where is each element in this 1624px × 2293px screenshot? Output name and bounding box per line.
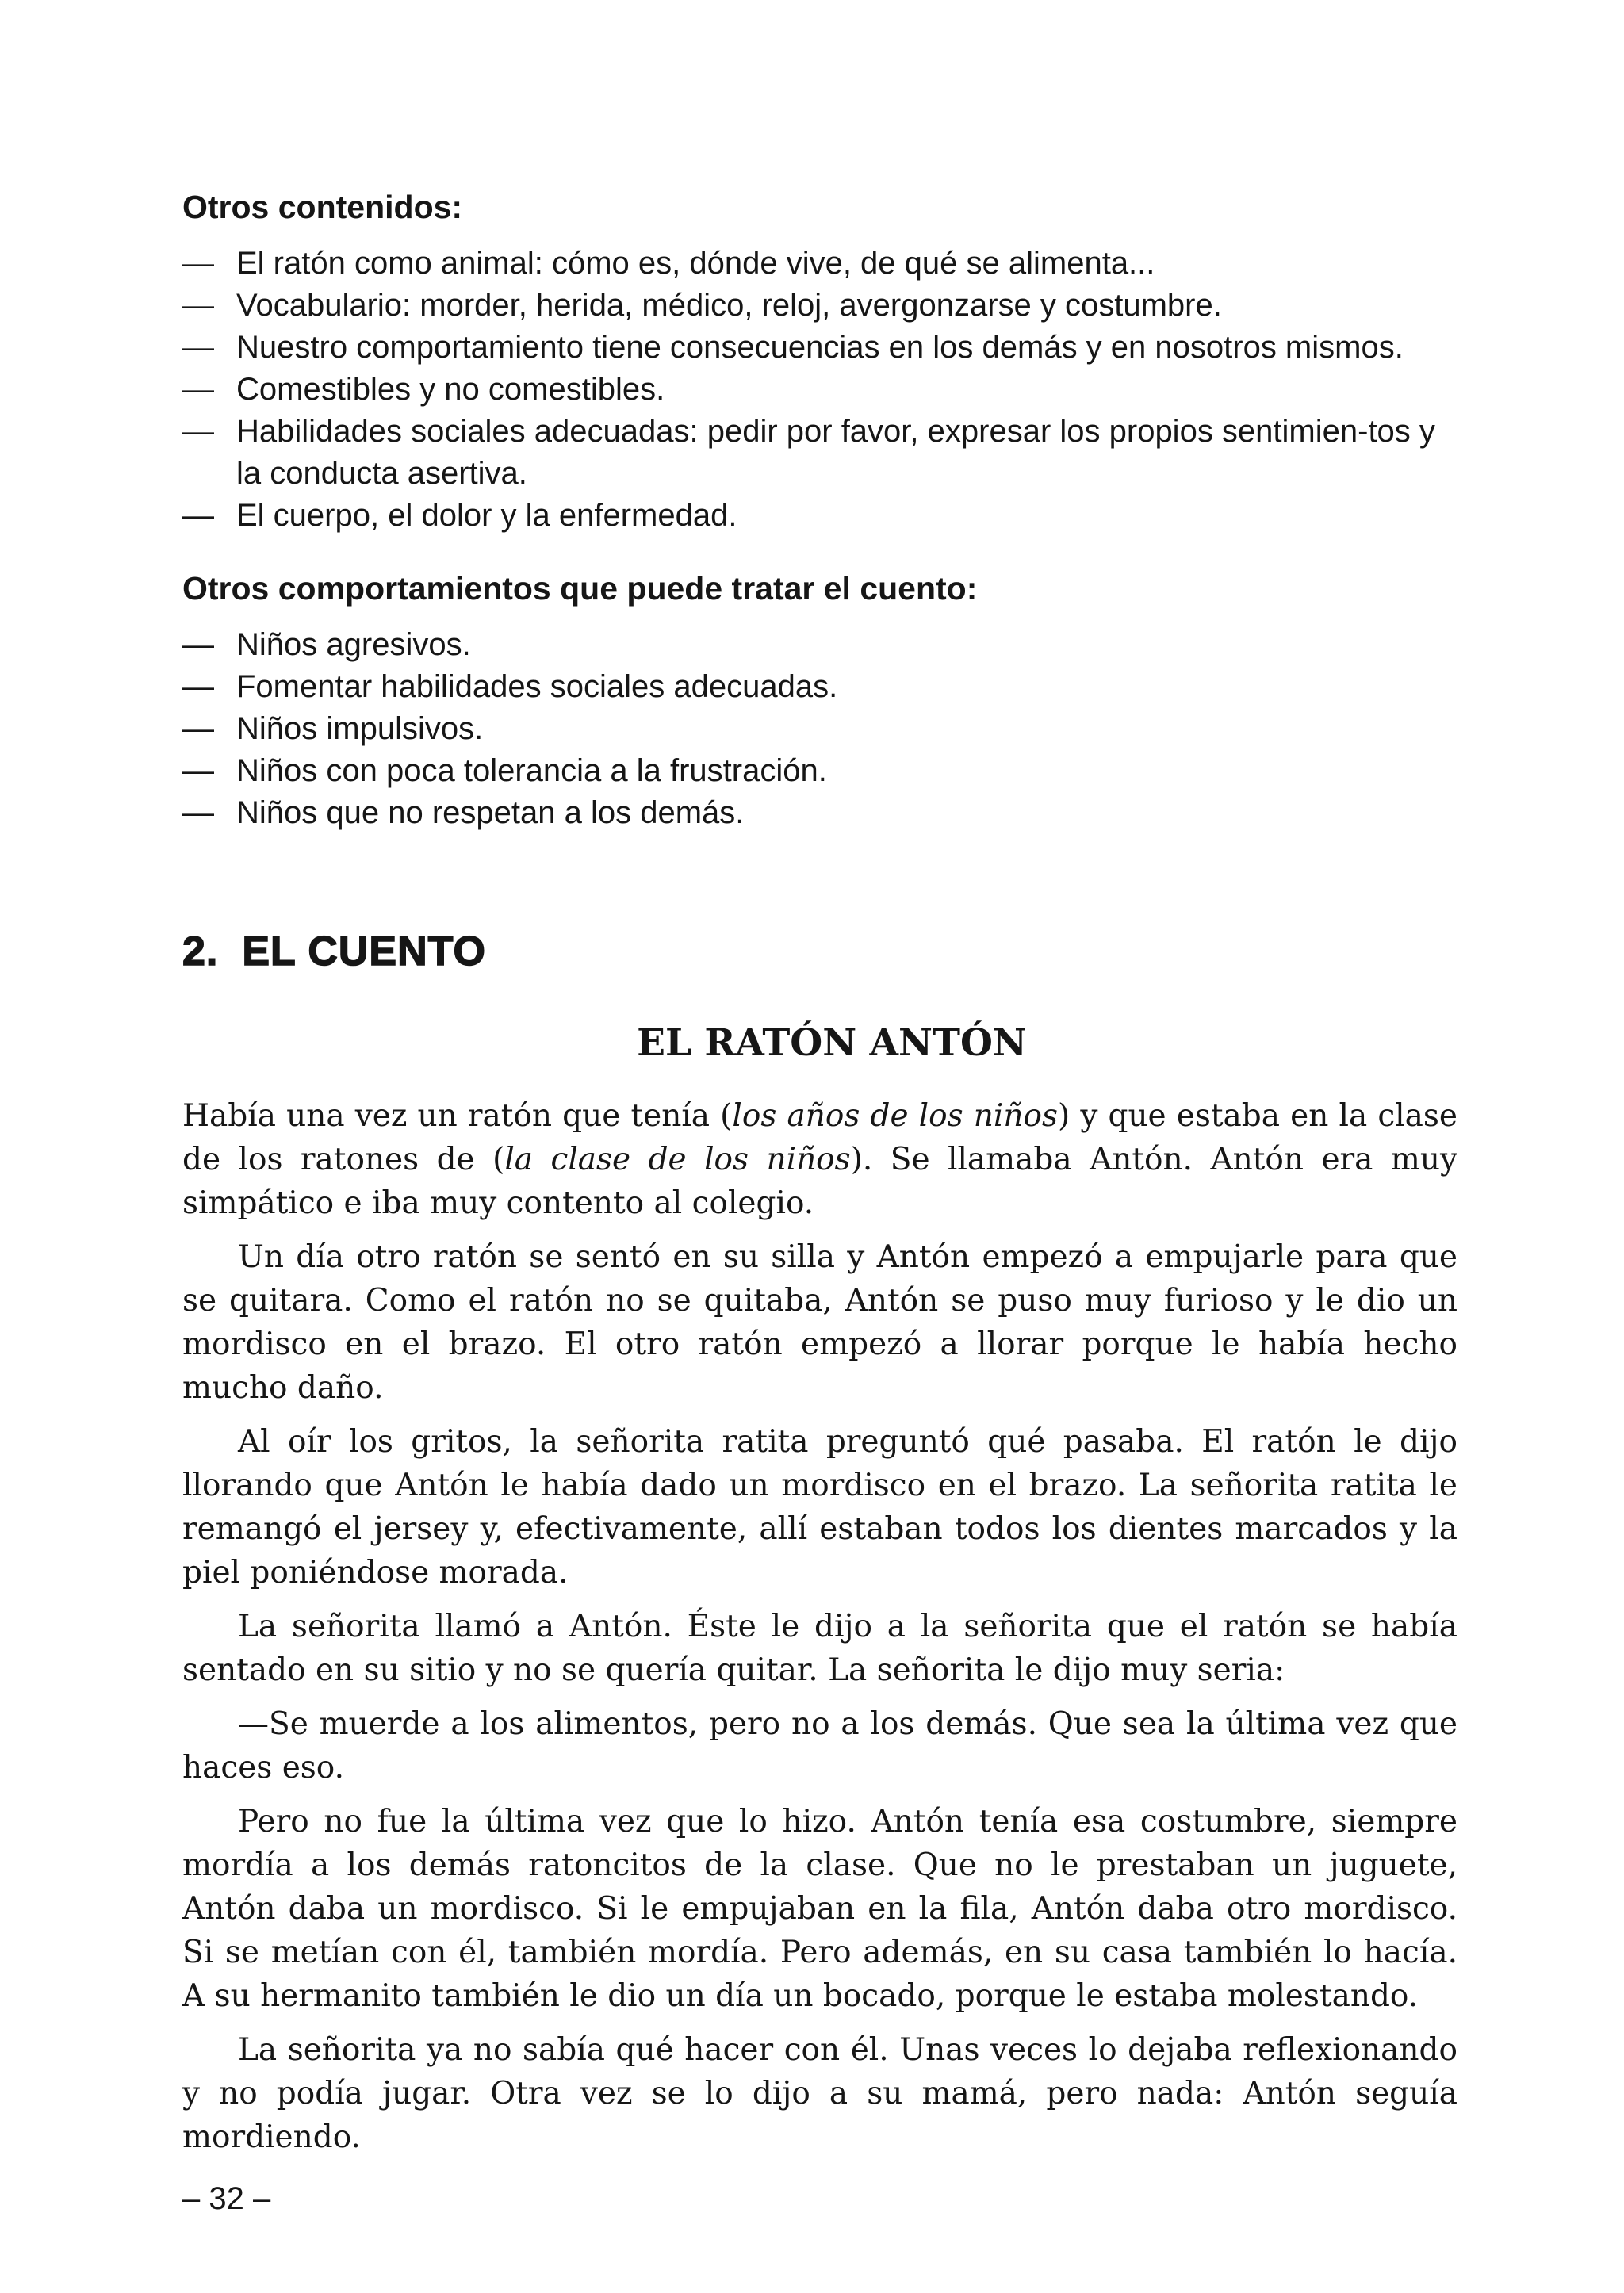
placeholder-italic: los años de los niños <box>732 1098 1058 1134</box>
list-item-text: El ratón como animal: cómo es, dónde vive, de qué se alimenta... <box>236 246 1155 281</box>
paragraph-text: ). Se llamaba Antón. Antón era muy simpático e iba muy contento al colegio. <box>182 1142 1458 1221</box>
list-item <box>182 495 1457 537</box>
dash-marker: — <box>182 498 214 533</box>
list-item <box>182 666 1457 708</box>
paragraph-text: ) y que estaba en la clase de los ratones de ( <box>182 1098 1457 1177</box>
story-body <box>182 1094 1457 2159</box>
otros-contenidos-list <box>182 243 1457 537</box>
dash-marker: — <box>182 288 214 323</box>
list-item-text: Vocabulario: morder, herida, médico, reloj, avergonzarse y costumbre. <box>236 288 1222 323</box>
list-item <box>182 327 1457 369</box>
chapter-heading <box>182 928 1457 975</box>
dash-marker: — <box>182 669 214 704</box>
story-paragraph: La señorita ya no sabía qué hacer con él. Unas veces lo dejaba reflexionando y no podía jugar. Otra vez se lo dijo a su mamá, pero nada: Antón seguía mordiendo. <box>182 2032 1457 2155</box>
dash-marker: — <box>182 753 214 788</box>
list-item-text: Nuestro comportamiento tiene consecuencias en los demás y en nosotros mismos. <box>236 330 1404 365</box>
list-item <box>182 243 1457 285</box>
story-title: EL RATÓN ANTÓN <box>637 1021 1027 1065</box>
dash-marker: — <box>182 330 214 365</box>
list-item-text: Fomentar habilidades sociales adecuadas. <box>236 669 838 704</box>
list-item <box>182 792 1457 834</box>
placeholder-italic: la clase de los niños <box>504 1142 851 1177</box>
dash-marker: — <box>182 795 214 830</box>
list-item-text: Comestibles y no comestibles. <box>236 372 665 407</box>
document-page <box>182 186 1457 2169</box>
list-item-text: Niños impulsivos. <box>236 711 484 746</box>
list-item <box>182 369 1457 411</box>
story-dialogue: —Se muerde a los alimentos, pero no a los demás. Que sea la última vez que haces eso. <box>182 1706 1457 1786</box>
story-paragraph: Pero no fue la última vez que lo hizo. Antón tenía esa costumbre, siempre mordía a los demás ratoncitos de la clase. Que no le prestaban un juguete, Antón daba un mordisco. Si le empujaban en la fila, Antón daba otro mordisco. Si se metían con él, también mordía. Pero además, en su casa también lo hacía. A su hermanito también le dio un día un bocado, porque le estaba molestando. <box>182 1804 1457 2014</box>
chapter-title: EL CUENTO <box>242 928 486 974</box>
page-number: – 32 – <box>182 2181 271 2216</box>
chapter-number: 2. <box>182 928 219 974</box>
dash-marker: — <box>182 627 214 662</box>
list-item-text: Niños agresivos. <box>236 627 471 662</box>
dash-marker: — <box>182 246 214 281</box>
story-paragraph: La señorita llamó a Antón. Éste le dijo a la señorita que el ratón se había sentado en su sitio y no se quería quitar. La señorita le dijo muy seria: <box>182 1609 1457 1688</box>
otros-comportamientos-heading: Otros comportamientos que puede tratar el cuento: <box>182 570 978 607</box>
list-item <box>182 285 1457 327</box>
list-item <box>182 750 1457 792</box>
list-item <box>182 411 1457 495</box>
list-item <box>182 708 1457 750</box>
otros-contenidos-heading: Otros contenidos: <box>182 189 463 225</box>
story-paragraph <box>182 1094 1457 1225</box>
dash-marker: — <box>182 711 214 746</box>
list-item-text: Niños que no respetan a los demás. <box>236 795 745 830</box>
dash-marker: — <box>182 414 214 449</box>
story-paragraph: Al oír los gritos, la señorita ratita preguntó qué pasaba. El ratón le dijo llorando que Antón le había dado un mordisco en el brazo. La señorita ratita le remangó el jersey y, efectivamente, allí estaban todos los dientes marcados y la piel poniéndose morada. <box>182 1424 1457 1591</box>
list-item-text: Niños con poca tolerancia a la frustración. <box>236 753 827 788</box>
otros-comportamientos-list <box>182 624 1457 834</box>
list-item <box>182 624 1457 666</box>
list-item-text: El cuerpo, el dolor y la enfermedad. <box>236 498 737 533</box>
list-item-text: Habilidades sociales adecuadas: pedir por favor, expresar los propios sentimien-tos y la conducta asertiva. <box>236 414 1435 491</box>
paragraph-text: Había una vez un ratón que tenía ( <box>182 1098 733 1134</box>
story-paragraph: Un día otro ratón se sentó en su silla y Antón empezó a empujarle para que se quitara. Como el ratón no se quitaba, Antón se puso muy furioso y le dio un mordisco en el brazo. El otro ratón empezó a llorar porque le había hecho mucho daño. <box>182 1239 1457 1406</box>
dash-marker: — <box>182 372 214 407</box>
